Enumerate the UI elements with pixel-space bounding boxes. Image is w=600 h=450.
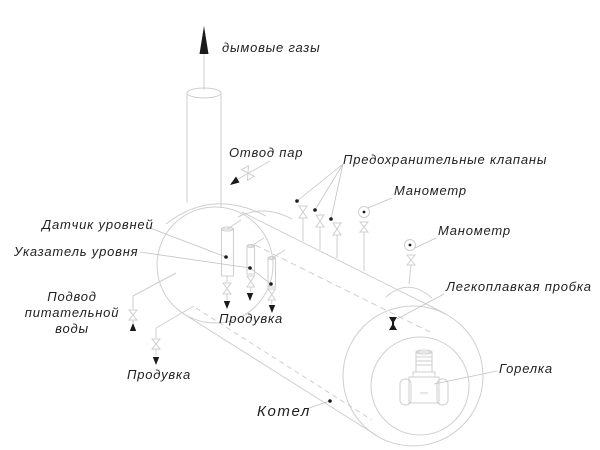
manometer-lower-leader (415, 238, 436, 248)
label-fusible-plug: Легкоплавкая пробка (446, 279, 592, 294)
flue-gas-arrow-icon (200, 26, 209, 54)
label-feed-water (13, 289, 131, 337)
steam-outlet-valve-icon (242, 166, 255, 180)
burner-leader (434, 371, 497, 384)
leader-dot (328, 399, 332, 403)
label-level-sensor: Датчик уровней (42, 217, 154, 232)
front-dome (386, 287, 432, 298)
leader-lines (140, 164, 497, 410)
level-sensor-column (222, 220, 242, 300)
manometer-upper-leader (368, 198, 392, 208)
left-blowdown-pipe (152, 306, 194, 356)
label-blowdown-middle: Продувка (219, 311, 283, 326)
safety-valve-fittings (299, 206, 341, 258)
manometer-upper-gauge-icon (359, 207, 370, 272)
leader-dot (248, 266, 252, 270)
label-steam-outlet: Отвод пар (229, 145, 304, 160)
label-manometer-upper: Манометр (394, 183, 467, 198)
leader-dot (295, 199, 299, 203)
label-manometer-lower: Манометр (438, 223, 511, 238)
label-safety-valves: Предохранительные клапаны (343, 152, 548, 167)
leader-dot (269, 282, 273, 286)
boiler-body (129, 54, 483, 446)
label-burner: Горелка (499, 361, 553, 376)
leader-dot (313, 208, 317, 212)
fusible-plug-icon (389, 317, 397, 330)
label-boiler: Котел (257, 403, 311, 420)
label-flue-gases: дымовые газы (222, 40, 321, 55)
feed-water-pipe (129, 273, 176, 323)
blowdown-arrow-icon (153, 357, 159, 365)
drum-rear-end (157, 207, 273, 323)
label-blowdown-left: Продувка (127, 367, 191, 382)
leader-dot (329, 217, 333, 221)
blowdown-arrow-icon (224, 301, 230, 309)
gauge-needle (409, 244, 412, 247)
label-feed-water-line2: питательной воды (24, 305, 120, 336)
burner-drawing (400, 350, 448, 405)
chimney (187, 54, 221, 208)
label-level-indicator: Указатель уровня (14, 244, 139, 259)
steam-outlet-arrow-icon (230, 177, 240, 186)
leader-dot (224, 255, 228, 259)
label-feed-water-line1: Подвод (47, 289, 97, 304)
blowdown-arrow-icon (247, 293, 253, 301)
gauge-needle (363, 211, 366, 214)
